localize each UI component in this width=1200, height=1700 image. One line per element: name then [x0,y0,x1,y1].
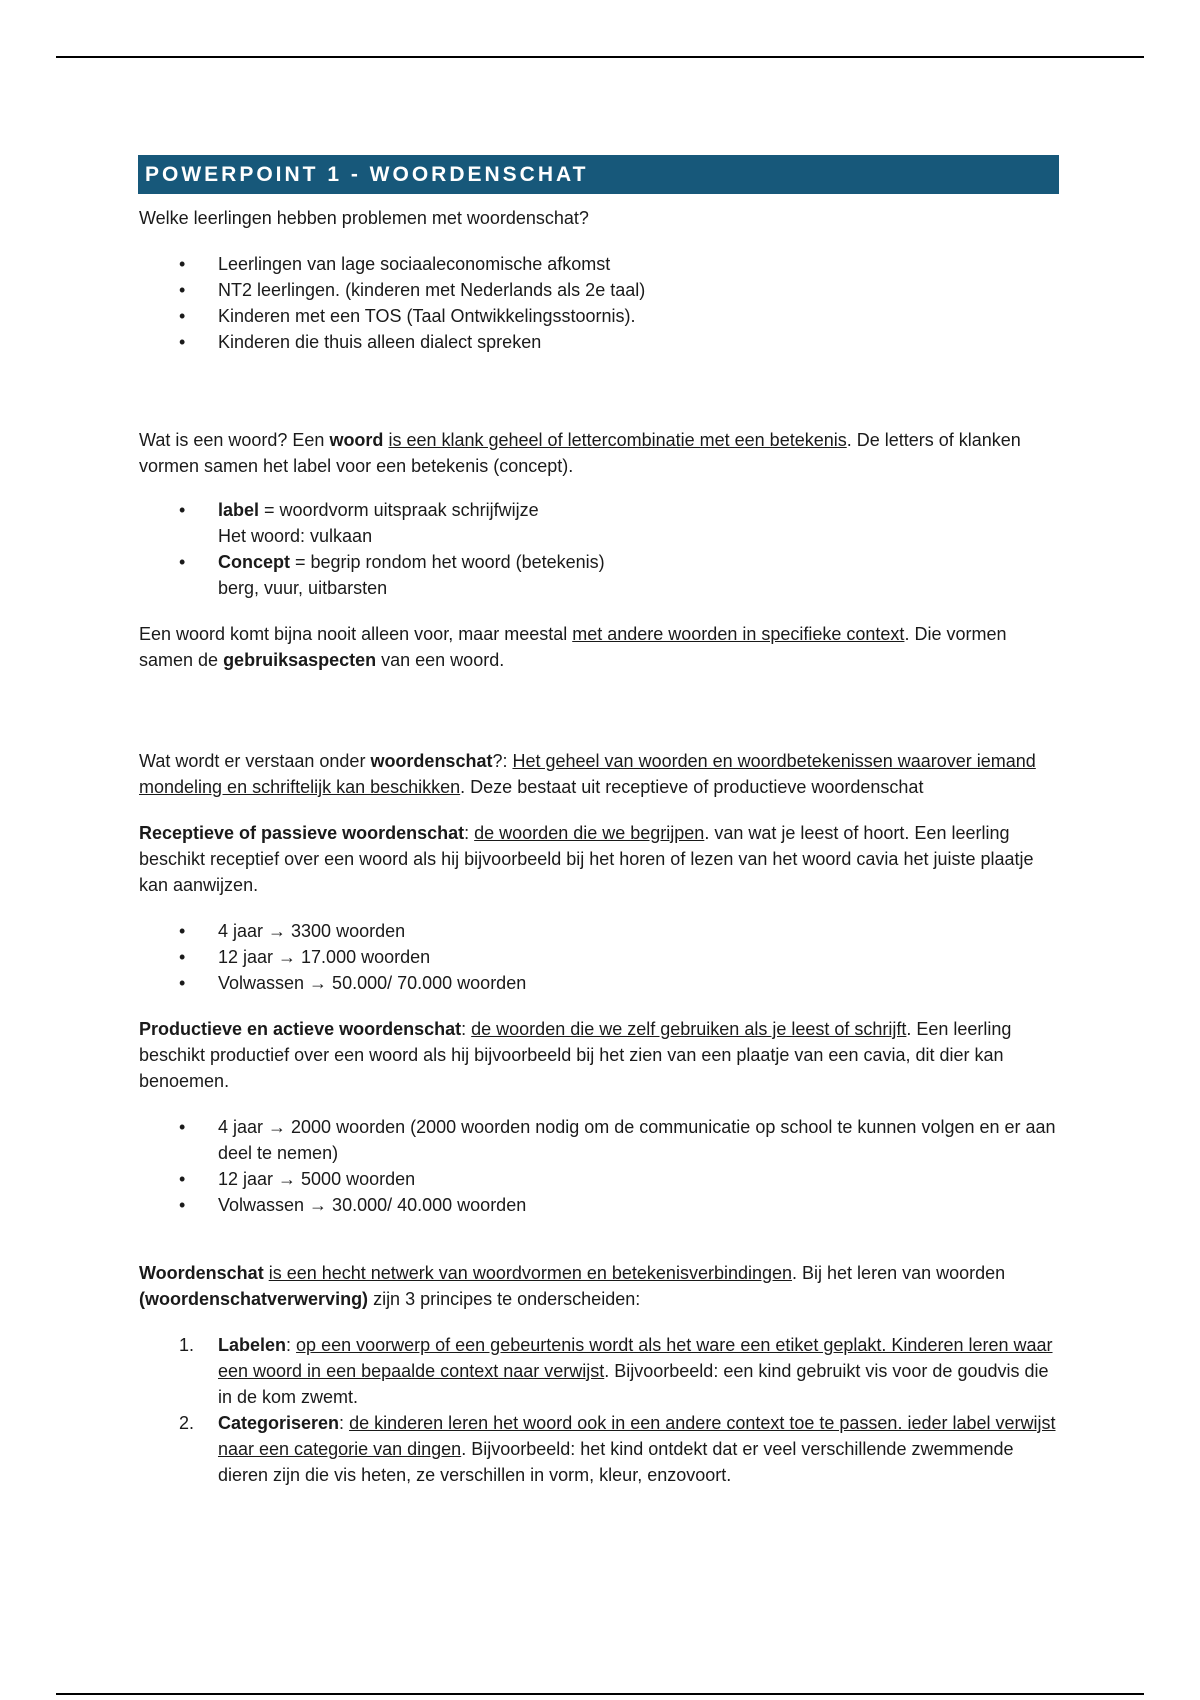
list-item: • 12 jaar → 5000 woorden [179,1169,416,1189]
list-item: • label = woordvorm uitspraak schrijfwijze Het woord: vulkaan [179,500,539,546]
list-item: • Leerlingen van lage sociaaleconomische afkomst [179,254,611,274]
list-item: • Volwassen → 50.000/ 70.000 woorden [179,973,527,993]
productief-list [139,1114,1059,1218]
label-concept-list [139,497,1059,601]
list-item: • Volwassen → 30.000/ 40.000 woorden [179,1195,527,1215]
list-item: • 4 jaar → 2000 woorden (2000 woorden nodig om de communicatie op school te kunnen volgen en er aan deel te nemen) [179,1117,1056,1163]
list-item: 2. Categoriseren: de kinderen leren het woord ook in een andere context toe te passen. ieder label verwijst naar een categorie van dingen. Bijvoorbeeld: het kind ontdekt dat er veel verschillende zwemmende dieren zijn die vis heten, ze verschillen in vorm, kleur, enzovoort. [179,1413,1056,1485]
woordenschat-definition: Wat wordt er verstaan onder woordenschat?: Het geheel van woorden en woordbetekenissen waarover iemand mondeling en schriftelijk kan beschikken. Deze bestaat uit receptieve of productieve woordenschat [139,751,1036,797]
list-item: • NT2 leerlingen. (kinderen met Nederlands als 2e taal) [179,280,646,300]
top-rule [56,56,1144,58]
question-problems: Welke leerlingen hebben problemen met woordenschat? [139,208,589,228]
list-item: 1. Labelen: op een voorwerp of een gebeurtenis wordt als het ware een etiket geplakt. Kinderen leren waar een woord in een bepaalde context naar verwijst. Bijvoorbeeld: een kind gebruikt vis voor de goudvis die in de kom zwemt. [179,1335,1053,1407]
problem-group-list [139,251,1059,355]
list-item: • 4 jaar → 3300 woorden [179,921,406,941]
productief-paragraph: Productieve en actieve woordenschat: de woorden die we zelf gebruiken als je leest of schrijft. Een leerling beschikt productief over een woord als hij bijvoorbeeld bij het zien van een plaatje van een cavia, dit dier kan benoemen. [139,1019,1012,1091]
woord-definition: Wat is een woord? Een woord is een klank geheel of lettercombinatie met een betekenis. De letters of klanken vormen samen het label voor een betekenis (concept). [139,430,1021,476]
list-item: • Kinderen met een TOS (Taal Ontwikkelingsstoornis). [179,306,636,326]
netwerk-paragraph: Woordenschat is een hecht netwerk van woordvormen en betekenisverbindingen. Bij het leren van woorden (woordenschatverwerving) zijn 3 principes te onderscheiden: [139,1263,1006,1309]
list-item: • Concept = begrip rondom het woord (betekenis) berg, vuur, uitbarsten [179,552,605,598]
receptief-list [139,918,1059,996]
section-heading: POWERPOINT 1 - WOORDENSCHAT [138,155,1059,194]
list-item: • Kinderen die thuis alleen dialect spreken [179,332,542,352]
list-item: • 12 jaar → 17.000 woorden [179,947,431,967]
receptief-paragraph: Receptieve of passieve woordenschat: de woorden die we begrijpen. van wat je leest of hoort. Een leerling beschikt receptief over een woord als hij bijvoorbeeld bij het horen of lezen van het woord cavia het juiste plaatje kan aanwijzen. [139,823,1034,895]
gebruiksaspecten-paragraph: Een woord komt bijna nooit alleen voor, maar meestal met andere woorden in specifieke context. Die vormen samen de gebruiksaspecten van een woord. [139,624,1007,670]
principes-list [139,1332,1059,1488]
bottom-rule [56,1693,1144,1695]
document-body [139,155,1059,1488]
